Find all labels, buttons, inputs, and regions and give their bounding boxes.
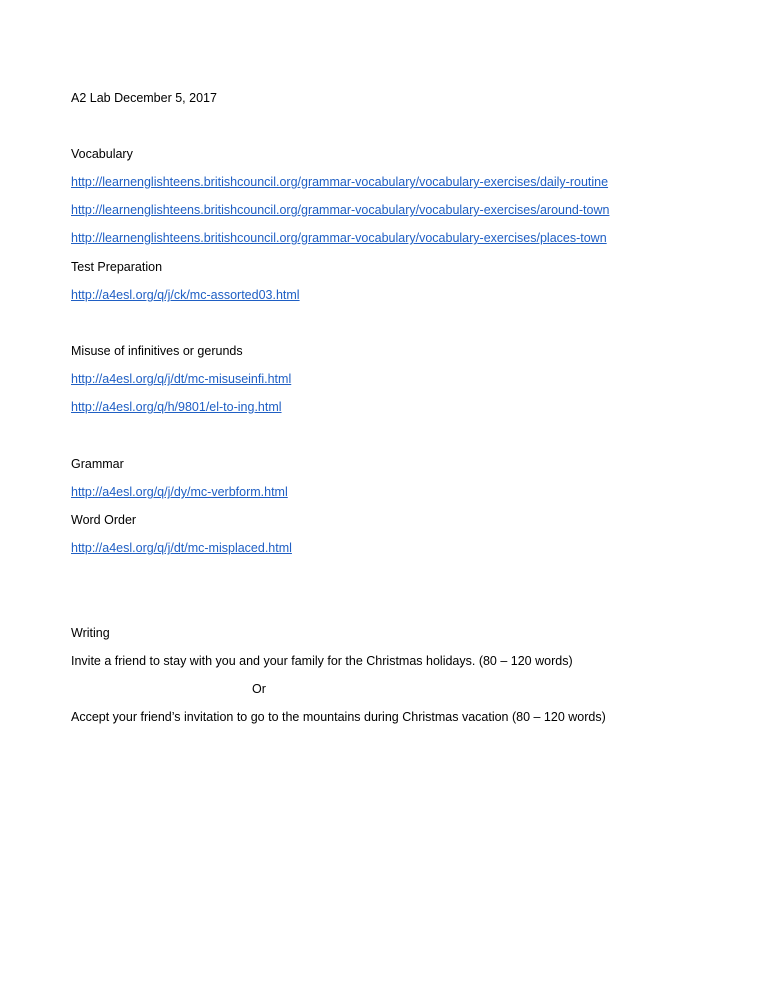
grammar-link-verbform[interactable]: http://a4esl.org/q/j/dy/mc-verbform.html	[71, 485, 288, 499]
writing-or-separator: Or	[252, 682, 266, 696]
test-preparation-heading: Test Preparation	[71, 260, 163, 274]
test-preparation-link[interactable]: http://a4esl.org/q/j/ck/mc-assorted03.html	[71, 288, 300, 302]
word-order-link-misplaced[interactable]: http://a4esl.org/q/j/dt/mc-misplaced.html	[71, 541, 292, 555]
writing-prompt-invite: Invite a friend to stay with you and your family for the Christmas holidays. (80 – 120 words)	[71, 654, 573, 668]
vocabulary-link-around-town[interactable]: http://learnenglishteens.britishcouncil.org/grammar-vocabulary/vocabulary-exercises/around-town	[71, 203, 610, 217]
writing-heading: Writing	[71, 626, 110, 640]
misuse-heading: Misuse of infinitives or gerunds	[71, 344, 243, 358]
misuse-link-infinitives[interactable]: http://a4esl.org/q/j/dt/mc-misuseinfi.html	[71, 372, 292, 386]
vocabulary-link-daily-routine[interactable]: http://learnenglishteens.britishcouncil.org/grammar-vocabulary/vocabulary-exercises/daily-routine	[71, 175, 609, 189]
writing-prompt-accept: Accept your friend’s invitation to go to the mountains during Christmas vacation (80 – 120 words)	[71, 710, 606, 724]
vocabulary-link-places-town[interactable]: http://learnenglishteens.britishcouncil.org/grammar-vocabulary/vocabulary-exercises/places-town	[71, 231, 607, 245]
word-order-heading: Word Order	[71, 513, 137, 527]
grammar-heading: Grammar	[71, 457, 124, 471]
misuse-link-to-ing[interactable]: http://a4esl.org/q/h/9801/el-to-ing.html	[71, 400, 282, 414]
document-title: A2 Lab December 5, 2017	[71, 91, 217, 105]
vocabulary-heading: Vocabulary	[71, 147, 133, 161]
